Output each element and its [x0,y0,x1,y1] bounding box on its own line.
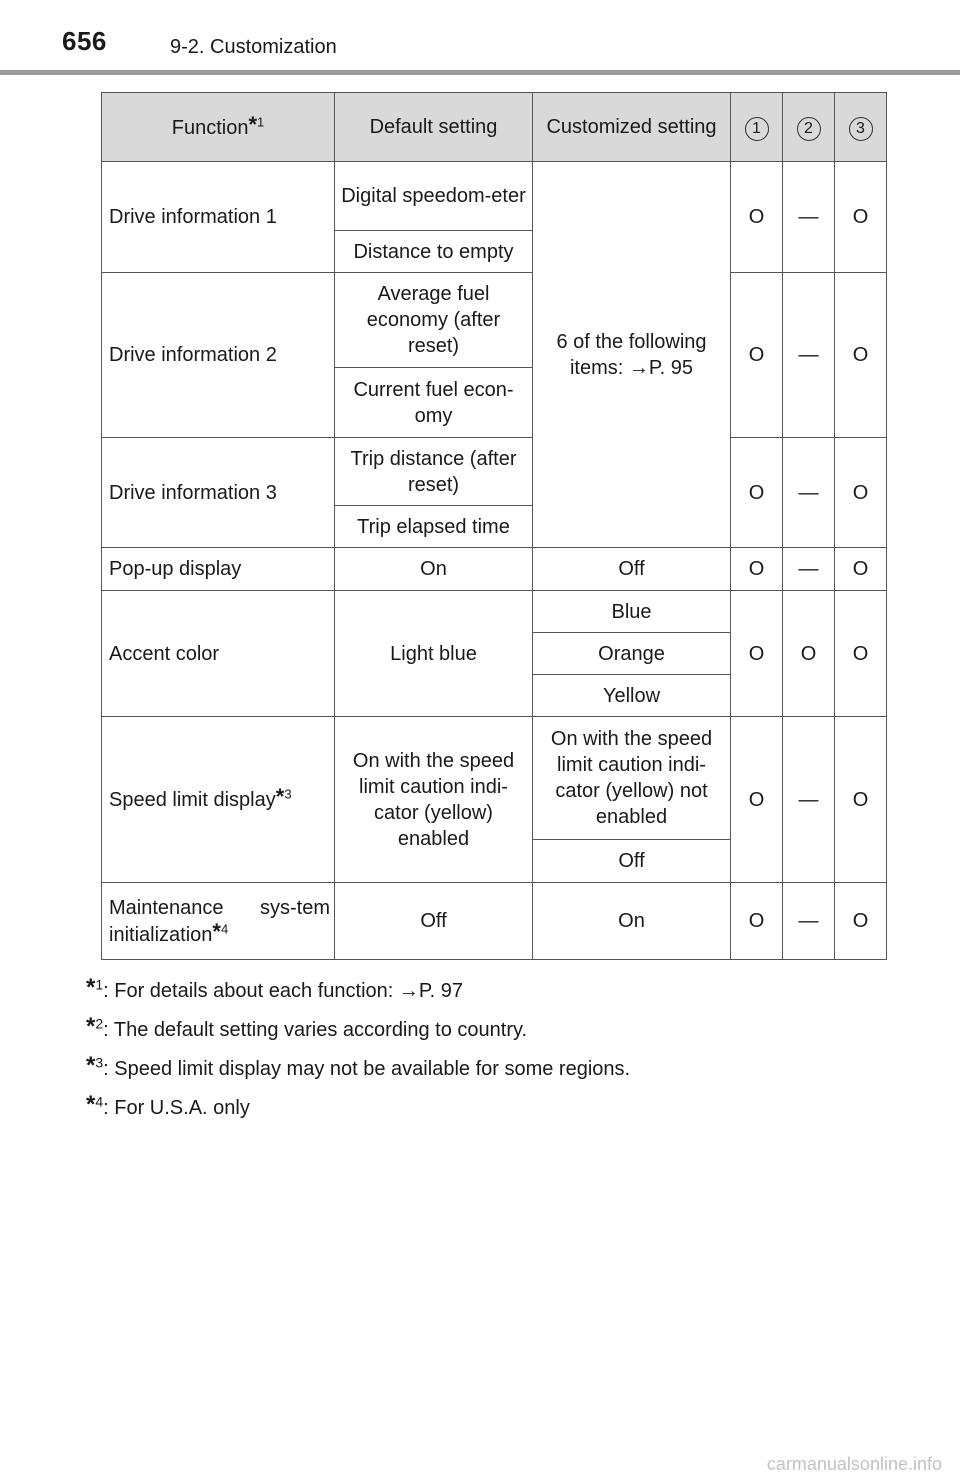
customized-cell: On with the speed limit caution indi-cator (yellow) not enabled [533,717,731,840]
table-row [102,717,887,840]
table-row [102,273,887,368]
default-cell: Light blue [335,591,533,717]
table-row [102,162,887,231]
default-cell: Digital speedom-eter [335,162,533,231]
mark-cell: — [783,273,835,438]
header-customized-setting: Customized setting [533,93,731,162]
function-cell: Maintenance sys-tem initialization*$^4$ [102,883,335,960]
footnote-3: *$^3$: Speed limit display may not be available for some regions. [86,1052,631,1080]
customized-cell: On [533,883,731,960]
watermark: carmanualsonline.info [766,1454,942,1474]
circled-1-icon: 1 [745,117,769,141]
mark-cell: O [835,591,887,717]
function-cell: Drive information 2 [102,273,335,438]
page-number: 656 [62,26,107,56]
mark-cell: O [731,717,783,883]
customized-cell: Orange [533,633,731,675]
header-column-2 [783,93,835,162]
table-row [102,883,887,960]
section-title: 9-2. Customization [170,36,337,58]
footnote-2: *$^2$: The default setting varies according to country. [86,1013,528,1041]
mark-cell: — [783,717,835,883]
table-row [102,438,887,506]
mark-cell: O [835,162,887,273]
customized-cell: Off [533,840,731,883]
customized-cell: Blue [533,591,731,633]
mark-cell: — [783,548,835,591]
page-header [0,0,960,76]
function-cell: Speed limit display*$^3$ [102,717,335,883]
mark-cell: O [731,591,783,717]
mark-cell: O [731,273,783,438]
mark-cell: O [783,591,835,717]
mark-cell: O [835,717,887,883]
mark-cell: O [731,162,783,273]
default-cell: On with the speed limit caution indi-cator (yellow) enabled [335,717,533,883]
default-cell: Off [335,883,533,960]
customization-table [101,92,887,960]
customized-cell: Yellow [533,675,731,717]
header-function: Function*$^1$ [102,93,335,162]
footnote-1: *$^1$: For details about each function: →P. 97 [86,974,463,1002]
table-row [102,548,887,591]
mark-cell: O [835,273,887,438]
header-column-1 [731,93,783,162]
function-cell: Accent color [102,591,335,717]
default-cell: On [335,548,533,591]
customized-cell-shared: 6 of the following items: →P. 95 [533,162,731,548]
default-cell: Trip distance (after reset) [335,438,533,506]
default-cell: Distance to empty [335,231,533,273]
function-cell: Pop-up display [102,548,335,591]
mark-cell: O [731,438,783,548]
header-rule [0,70,960,75]
circled-3-icon: 3 [849,117,873,141]
circled-2-icon: 2 [797,117,821,141]
mark-cell: O [835,548,887,591]
mark-cell: — [783,162,835,273]
header-column-3 [835,93,887,162]
footnote-4: *$^4$: For U.S.A. only [86,1091,250,1119]
footnotes [86,970,906,1126]
default-cell: Average fuel economy (after reset) [335,273,533,368]
table-header-row [102,93,887,162]
default-cell: Trip elapsed time [335,506,533,548]
mark-cell: — [783,883,835,960]
table-row [102,591,887,633]
default-cell: Current fuel econ-omy [335,368,533,438]
function-cell: Drive information 3 [102,438,335,548]
mark-cell: — [783,438,835,548]
mark-cell: O [835,883,887,960]
mark-cell: O [731,548,783,591]
customized-cell: Off [533,548,731,591]
function-cell: Drive information 1 [102,162,335,273]
header-default-setting: Default setting [335,93,533,162]
mark-cell: O [731,883,783,960]
mark-cell: O [835,438,887,548]
